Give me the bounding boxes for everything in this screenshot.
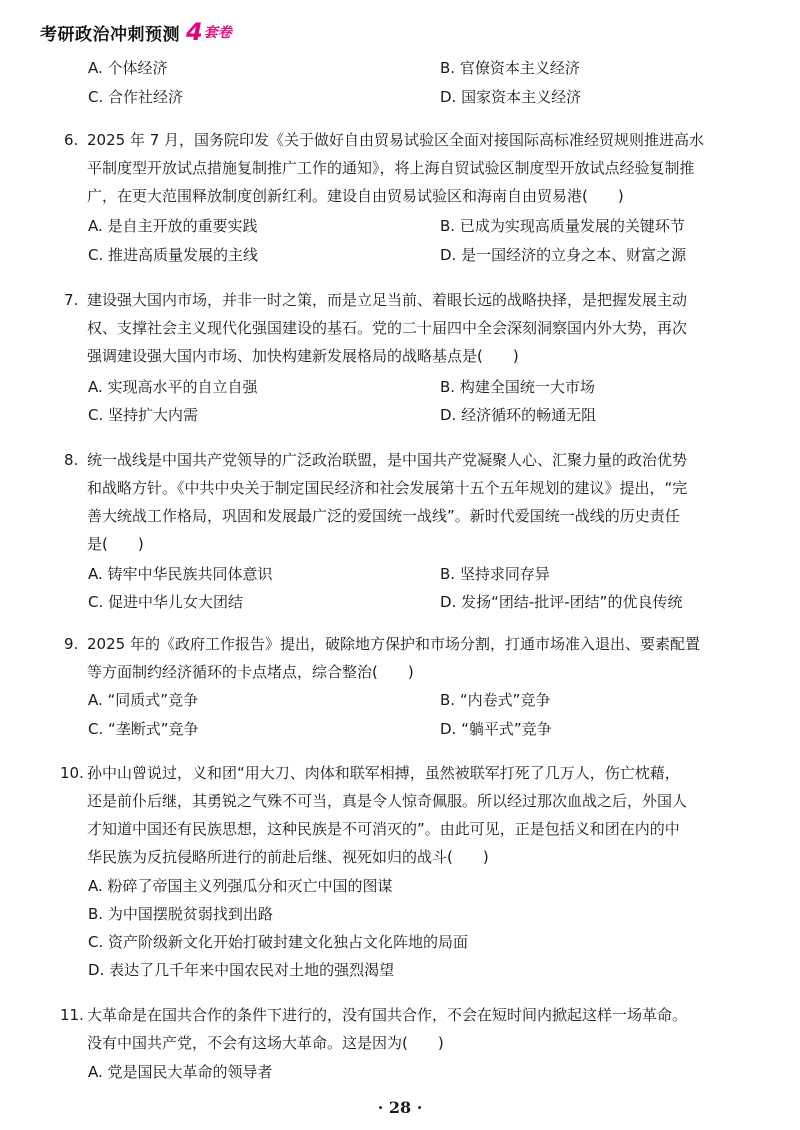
option-b: B. 已成为实现高质量发展的关键环节 [440,217,685,235]
option-c: C. 促进中华儿女大团结 [88,593,244,611]
option-b: B. 官僚资本主义经济 [440,59,580,77]
option-a: A. “同质式”竞争 [88,691,199,709]
question-stem-line: 强调建设强大国内市场、加快构建新发展格局的战略基点是( ) [87,347,519,365]
option-a: A. 党是国民大革命的领导者 [88,1063,273,1081]
option-c: C. 资产阶级新文化开始打破封建文化独占文化阵地的局面 [88,933,469,951]
question-stem-line: 平制度型开放试点措施复制推广工作的通知》，将上海自贸试验区制度型开放试点经验复制推 [87,159,695,177]
question-stem-line: 华民族为反抗侵略所进行的前赴后继、视死如归的战斗( ) [87,848,489,866]
option-d: D. 是一国经济的立身之本、财富之源 [440,246,687,264]
page-number: · 28 · [377,1098,423,1117]
option-b: B. 坚持求同存异 [440,565,550,583]
question-stem-line: 大革命是在国共合作的条件下进行的，没有国共合作，不会在短时间内掀起这样一场革命。 [87,1006,688,1024]
option-c: C. 坚持扩大内需 [88,406,199,424]
question-number: 9. [64,635,79,653]
option-a: A. 铸牢中华民族共同体意识 [88,565,273,583]
question-stem-line: 才知道中国还有民族思想，这种民族是不可消灭的”。由此可见，正是包括义和团在内的中 [87,820,680,838]
option-c: C. 推进高质量发展的主线 [88,246,259,264]
question-stem-line: 广，在更大范围释放制度创新红利。建设自由贸易试验区和海南自由贸易港( ) [87,187,624,205]
question-stem-line: 2025 年 7 月，国务院印发《关于做好自由贸易试验区全面对接国际高标准经贸规则推进高水 [87,131,705,149]
option-a: A. 粉碎了帝国主义列强瓜分和灭亡中国的图谋 [88,877,393,895]
question-number: 8. [64,451,79,469]
option-d: D. 经济循环的畅通无阻 [440,406,597,424]
question-stem-line: 统一战线是中国共产党领导的广泛政治联盟，是中国共产党凝聚人心、汇聚力量的政治优势 [87,451,688,469]
question-stem-line: 善大统战工作格局，巩固和发展最广泛的爱国统一战线”。新时代爱国统一战线的历史责任 [87,507,680,525]
question-stem-line: 和战略方针。《中共中央关于制定国民经济和社会发展第十五个五年规划的建议》提出，“完 [87,479,688,497]
option-d: D. “躺平式”竞争 [440,720,552,738]
logo-number: 4 [186,18,203,46]
option-c: C. 合作社经济 [88,88,184,106]
option-d: D. 国家资本主义经济 [440,88,582,106]
option-d: D. 表达了几千年来中国农民对土地的强烈渴望 [88,961,395,979]
question-stem-line: 2025 年的《政府工作报告》提出，破除地方保护和市场分割，打通市场准入退出、要素配置 [87,635,700,653]
logo-text: 套卷 [203,25,232,41]
question-stem-line: 权、支撑社会主义现代化强国建设的基石。党的二十届四中全会深刻洞察国内外大势，再次 [87,319,688,337]
option-b: B. 构建全国统一大市场 [440,378,595,396]
option-b: B. “内卷式”竞争 [440,691,551,709]
question-stem-line: 等方面制约经济循环的卡点堵点，综合整治( ) [87,663,414,681]
question-stem-line: 建设强大国内市场，并非一时之策，而是立足当前、着眼长远的战略抉择，是把握发展主动 [87,291,688,309]
question-number: 10. [60,764,84,782]
option-d: D. 发扬“团结-批评-团结”的优良传统 [440,593,683,611]
question-number: 6. [64,131,79,149]
question-stem-line: 没有中国共产党，不会有这场大革命。这是因为( ) [87,1034,444,1052]
option-b: B. 为中国摆脱贫弱找到出路 [88,905,273,923]
question-number: 11. [60,1006,84,1024]
question-number: 7. [64,291,79,309]
question-stem-line: 还是前仆后继，其勇锐之气殊不可当，真是令人惊奇佩服。所以经过那次血战之后，外国人 [87,792,688,810]
header-title: 考研政治冲刺预测 [40,24,180,45]
option-a: A. 实现高水平的自立自强 [88,378,258,396]
option-c: C. “垄断式”竞争 [88,720,199,738]
option-a: A. 个体经济 [88,59,168,77]
question-stem-line: 孙中山曾说过，义和团“用大刀、肉体和联军相搏，虽然被联军打死了几万人，伤亡枕藉， [87,764,680,782]
option-a: A. 是自主开放的重要实践 [88,217,258,235]
question-stem-line: 是( ) [87,535,144,553]
